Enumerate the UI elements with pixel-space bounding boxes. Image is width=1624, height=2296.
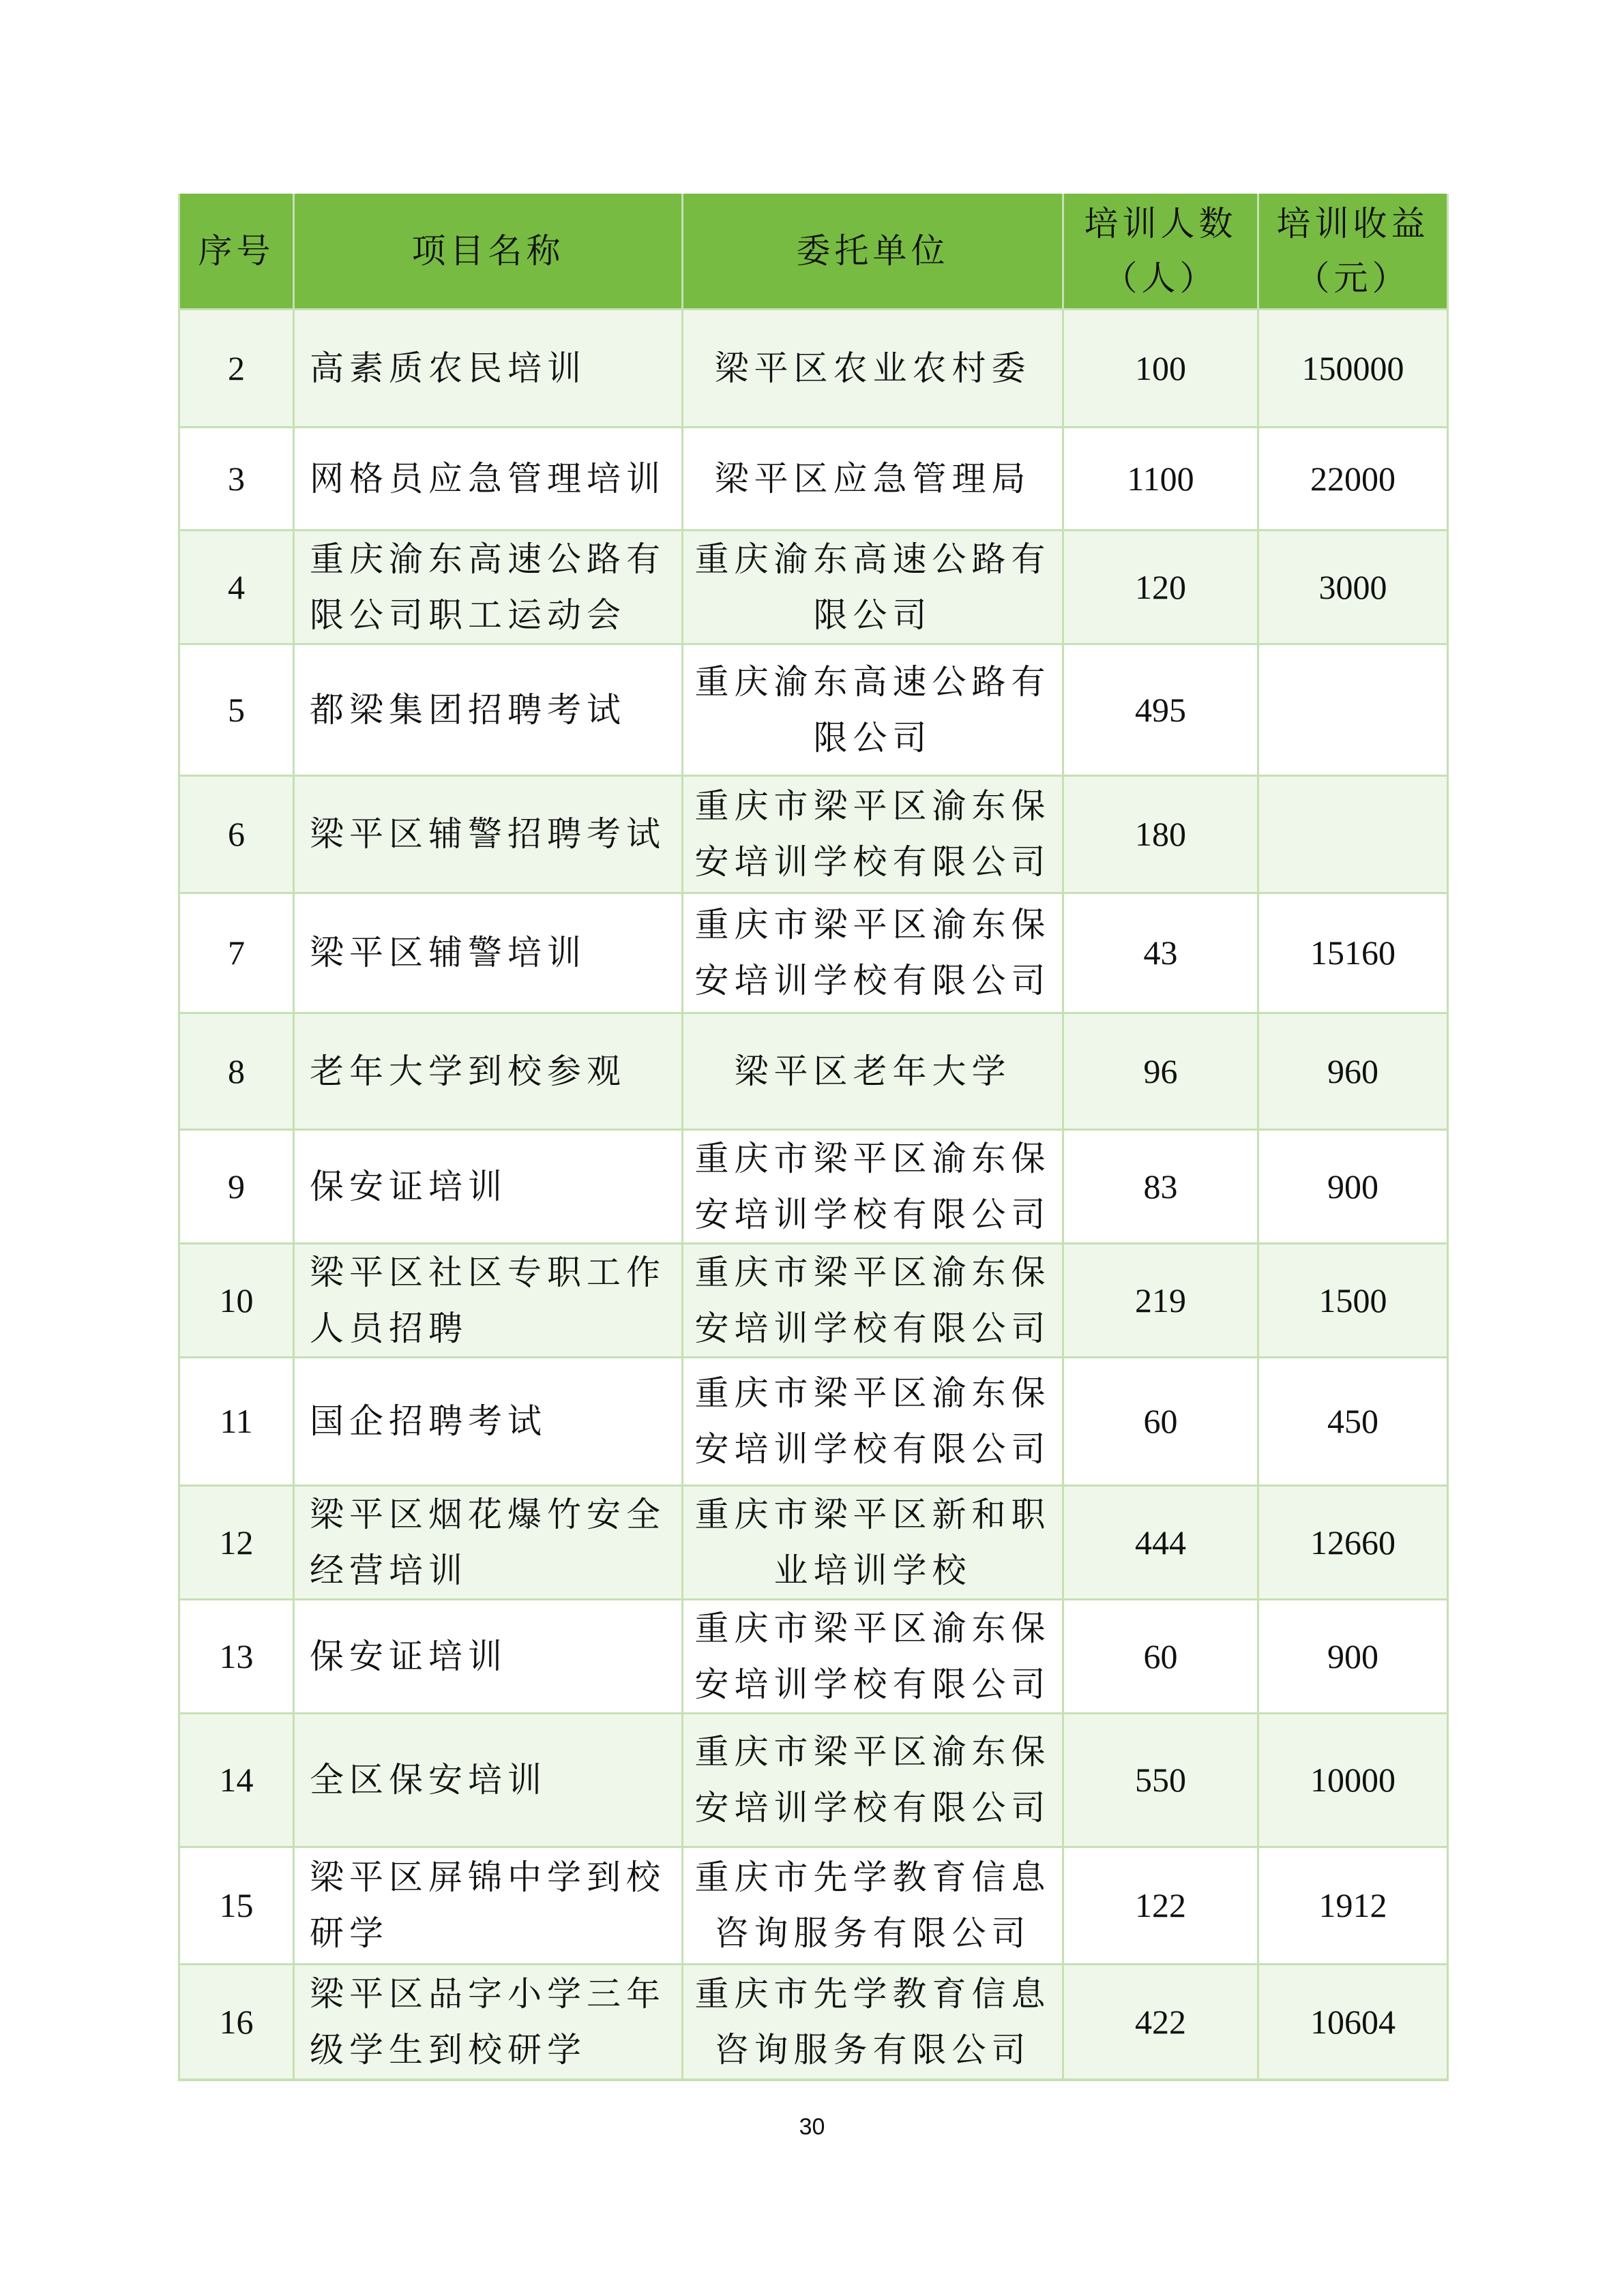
cell-trainees: 60 (1063, 1357, 1258, 1485)
cell-revenue: 10000 (1258, 1713, 1448, 1847)
cell-project-name: 网格员应急管理培训 (294, 427, 683, 530)
cell-revenue (1258, 775, 1448, 893)
cell-revenue: 1912 (1258, 1847, 1448, 1964)
cell-entrusting-unit: 重庆市梁平区渝东保安培训学校有限公司 (683, 1713, 1063, 1847)
table-row (179, 775, 1448, 893)
cell-revenue: 15160 (1258, 893, 1448, 1013)
table-row (179, 530, 1448, 644)
cell-entrusting-unit: 重庆市梁平区渝东保安培训学校有限公司 (683, 1599, 1063, 1713)
cell-revenue: 1500 (1258, 1243, 1448, 1357)
cell-trainees: 1100 (1063, 427, 1258, 530)
table-row (179, 1485, 1448, 1599)
cell-revenue (1258, 644, 1448, 775)
cell-index: 11 (179, 1357, 294, 1485)
cell-entrusting-unit: 重庆市梁平区渝东保安培训学校有限公司 (683, 775, 1063, 893)
cell-project-name: 保安证培训 (294, 1129, 683, 1243)
cell-entrusting-unit: 重庆市梁平区渝东保安培训学校有限公司 (683, 1129, 1063, 1243)
cell-entrusting-unit: 重庆市梁平区新和职业培训学校 (683, 1485, 1063, 1599)
cell-revenue: 150000 (1258, 309, 1448, 427)
cell-entrusting-unit: 重庆渝东高速公路有限公司 (683, 530, 1063, 644)
table-row (179, 1357, 1448, 1485)
cell-revenue: 450 (1258, 1357, 1448, 1485)
cell-trainees: 83 (1063, 1129, 1258, 1243)
cell-entrusting-unit: 梁平区农业农村委 (683, 309, 1063, 427)
cell-trainees: 122 (1063, 1847, 1258, 1964)
table-row (179, 1713, 1448, 1847)
cell-project-name: 梁平区辅警招聘考试 (294, 775, 683, 893)
table-row (179, 644, 1448, 775)
cell-index: 5 (179, 644, 294, 775)
cell-index: 16 (179, 1964, 294, 2080)
cell-entrusting-unit: 重庆市先学教育信息咨询服务有限公司 (683, 1964, 1063, 2080)
header-project-name: 项目名称 (294, 194, 683, 309)
page-number: 30 (799, 2114, 825, 2140)
cell-project-name: 全区保安培训 (294, 1713, 683, 1847)
cell-project-name: 都梁集团招聘考试 (294, 644, 683, 775)
cell-revenue: 10604 (1258, 1964, 1448, 2080)
cell-index: 14 (179, 1713, 294, 1847)
cell-revenue: 900 (1258, 1129, 1448, 1243)
cell-trainees: 60 (1063, 1599, 1258, 1713)
cell-revenue: 12660 (1258, 1485, 1448, 1599)
cell-project-name: 保安证培训 (294, 1599, 683, 1713)
table-row (179, 1013, 1448, 1129)
table-row (179, 1243, 1448, 1357)
cell-revenue: 900 (1258, 1599, 1448, 1713)
cell-project-name: 梁平区烟花爆竹安全经营培训 (294, 1485, 683, 1599)
header-trainees: 培训人数 （人） (1063, 194, 1258, 309)
cell-index: 12 (179, 1485, 294, 1599)
cell-index: 13 (179, 1599, 294, 1713)
header-revenue: 培训收益 （元） (1258, 194, 1448, 309)
cell-trainees: 550 (1063, 1713, 1258, 1847)
cell-revenue: 22000 (1258, 427, 1448, 530)
cell-trainees: 444 (1063, 1485, 1258, 1599)
cell-trainees: 219 (1063, 1243, 1258, 1357)
table-row (179, 309, 1448, 427)
cell-project-name: 老年大学到校参观 (294, 1013, 683, 1129)
table-row (179, 427, 1448, 530)
cell-index: 2 (179, 309, 294, 427)
table-row (179, 893, 1448, 1013)
cell-revenue: 3000 (1258, 530, 1448, 644)
cell-entrusting-unit: 重庆市梁平区渝东保安培训学校有限公司 (683, 1357, 1063, 1485)
cell-entrusting-unit: 梁平区老年大学 (683, 1013, 1063, 1129)
cell-index: 7 (179, 893, 294, 1013)
cell-index: 10 (179, 1243, 294, 1357)
cell-trainees: 422 (1063, 1964, 1258, 2080)
cell-project-name: 梁平区屏锦中学到校研学 (294, 1847, 683, 1964)
table-row (179, 1964, 1448, 2080)
header-entrusting-unit: 委托单位 (683, 194, 1063, 309)
cell-index: 15 (179, 1847, 294, 1964)
cell-trainees: 495 (1063, 644, 1258, 775)
cell-index: 3 (179, 427, 294, 530)
table-row (179, 1129, 1448, 1243)
cell-project-name: 梁平区社区专职工作人员招聘 (294, 1243, 683, 1357)
table-row (179, 1847, 1448, 1964)
cell-project-name: 梁平区辅警培训 (294, 893, 683, 1013)
cell-index: 9 (179, 1129, 294, 1243)
cell-trainees: 120 (1063, 530, 1258, 644)
cell-entrusting-unit: 重庆渝东高速公路有限公司 (683, 644, 1063, 775)
cell-project-name: 国企招聘考试 (294, 1357, 683, 1485)
table-body (179, 309, 1448, 2080)
cell-project-name: 高素质农民培训 (294, 309, 683, 427)
training-projects-table (178, 194, 1449, 2081)
cell-index: 6 (179, 775, 294, 893)
cell-index: 4 (179, 530, 294, 644)
cell-entrusting-unit: 重庆市梁平区渝东保安培训学校有限公司 (683, 893, 1063, 1013)
cell-revenue: 960 (1258, 1013, 1448, 1129)
header-index: 序号 (179, 194, 294, 309)
cell-trainees: 96 (1063, 1013, 1258, 1129)
cell-entrusting-unit: 重庆市梁平区渝东保安培训学校有限公司 (683, 1243, 1063, 1357)
cell-trainees: 100 (1063, 309, 1258, 427)
cell-trainees: 180 (1063, 775, 1258, 893)
cell-entrusting-unit: 梁平区应急管理局 (683, 427, 1063, 530)
cell-entrusting-unit: 重庆市先学教育信息咨询服务有限公司 (683, 1847, 1063, 1964)
table-row (179, 1599, 1448, 1713)
cell-project-name: 梁平区品字小学三年级学生到校研学 (294, 1964, 683, 2080)
cell-trainees: 43 (1063, 893, 1258, 1013)
cell-project-name: 重庆渝东高速公路有限公司职工运动会 (294, 530, 683, 644)
table-header-row (179, 194, 1448, 309)
cell-index: 8 (179, 1013, 294, 1129)
